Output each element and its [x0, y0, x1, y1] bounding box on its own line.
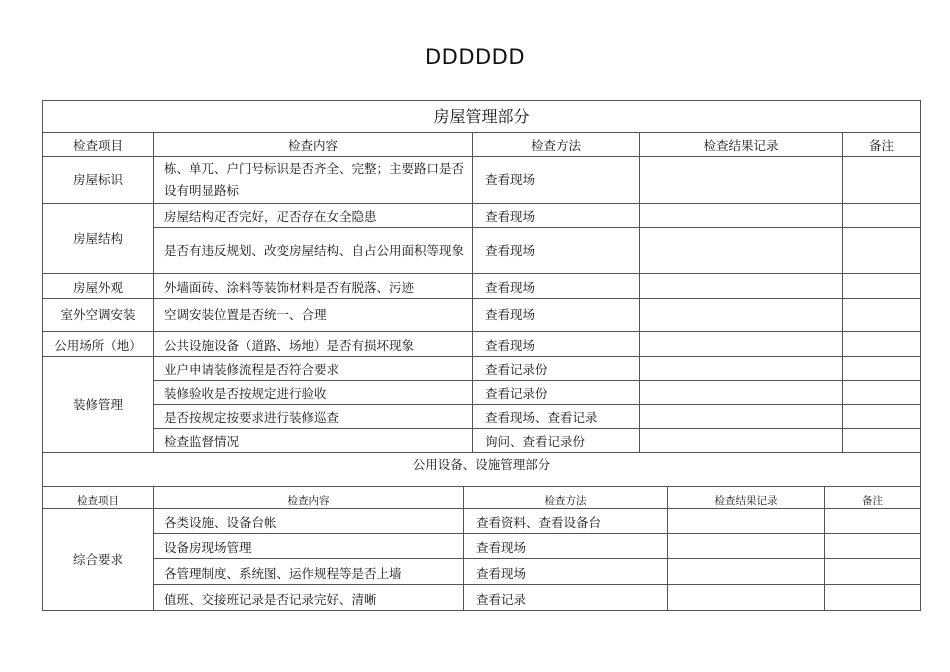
- result-cell[interactable]: [640, 357, 843, 381]
- item-cell: 综合要求: [43, 509, 154, 611]
- method-cell: 查看现场: [464, 559, 668, 585]
- header-content: 检查内容: [154, 133, 473, 157]
- housing-management-table: [42, 100, 921, 453]
- content-cell: 公共设施设备（道路、场地）是否有损坏现象: [154, 332, 473, 357]
- document-title: DDDDDD: [424, 45, 526, 69]
- item-cell: 房屋外观: [43, 274, 154, 299]
- content-cell: 栋、单兀、户门号标识是否齐全、完整；主要路口是否设有明显路标: [154, 157, 473, 204]
- content-cell: 设备房现场管理: [154, 534, 464, 559]
- remark-cell[interactable]: [825, 509, 921, 534]
- result-cell[interactable]: [640, 429, 843, 453]
- table-row: [43, 381, 921, 405]
- content-cell: 检查监督情况: [154, 429, 473, 453]
- method-cell: 查看现场: [473, 332, 640, 357]
- remark-cell[interactable]: [825, 585, 921, 611]
- method-cell: 查看记录份: [473, 381, 640, 405]
- table-row: [43, 509, 921, 534]
- result-cell[interactable]: [640, 157, 843, 204]
- result-cell[interactable]: [640, 405, 843, 429]
- table-row: [43, 559, 921, 585]
- remark-cell[interactable]: [825, 534, 921, 559]
- table-row: [43, 429, 921, 453]
- result-cell[interactable]: [640, 274, 843, 299]
- remark-cell[interactable]: [843, 357, 921, 381]
- remark-cell[interactable]: [843, 332, 921, 357]
- remark-cell[interactable]: [843, 274, 921, 299]
- item-cell: 装修管理: [43, 357, 154, 453]
- content-cell: 各类设施、设备台帐: [154, 509, 464, 534]
- item-cell: 公用场所（地）: [43, 332, 154, 357]
- table-row: [43, 405, 921, 429]
- remark-cell[interactable]: [843, 204, 921, 228]
- method-cell: 查看现场: [464, 534, 668, 559]
- remark-cell[interactable]: [843, 405, 921, 429]
- table-row: [43, 357, 921, 381]
- item-cell: 室外空调安装: [43, 299, 154, 332]
- result-cell[interactable]: [668, 559, 825, 585]
- result-cell[interactable]: [668, 509, 825, 534]
- header-remark: 备注: [825, 487, 921, 509]
- table-row: [43, 157, 921, 204]
- table-row: [43, 204, 921, 228]
- content-cell: 空调安装位置是否统一、合理: [154, 299, 473, 332]
- content-cell: 外墙面砖、涂料等装饰材料是否有脱落、污迹: [154, 274, 473, 299]
- method-cell: 查看记录份: [473, 357, 640, 381]
- remark-cell[interactable]: [843, 228, 921, 274]
- content-cell: 是否有违反规划、改变房屋结构、自占公用面积等现象: [154, 228, 473, 274]
- result-cell[interactable]: [640, 204, 843, 228]
- content-cell: 值班、交接班记录是否记录完好、清晰: [154, 585, 464, 611]
- content-cell: 装修验收是否按规定进行验收: [154, 381, 473, 405]
- header-result: 检查结果记录: [668, 487, 825, 509]
- remark-cell[interactable]: [843, 157, 921, 204]
- facility-management-table: [42, 452, 921, 611]
- section-title: 公用设备、设施管理部分: [43, 453, 921, 487]
- item-cell: 房屋标识: [43, 157, 154, 204]
- content-cell: 房屋结构疋否完好，疋否存在女全隐患: [154, 204, 473, 228]
- table-row: [43, 299, 921, 332]
- content-cell: 各管理制度、系统图、运作规程等是否上墙: [154, 559, 464, 585]
- remark-cell[interactable]: [843, 381, 921, 405]
- table-row: [43, 228, 921, 274]
- method-cell: 查看现场: [473, 228, 640, 274]
- header-content: 检查内容: [154, 487, 464, 509]
- method-cell: 询问、查看记录份: [473, 429, 640, 453]
- table-row: [43, 534, 921, 559]
- header-result: 检查结果记录: [640, 133, 843, 157]
- item-cell: 房屋结构: [43, 204, 154, 274]
- remark-cell[interactable]: [843, 299, 921, 332]
- table-row: [43, 332, 921, 357]
- content-cell: 是否按规定按要求进行装修巡查: [154, 405, 473, 429]
- header-method: 检查方法: [473, 133, 640, 157]
- result-cell[interactable]: [640, 299, 843, 332]
- result-cell[interactable]: [640, 332, 843, 357]
- method-cell: 查看记录: [464, 585, 668, 611]
- result-cell[interactable]: [640, 381, 843, 405]
- table-row: [43, 585, 921, 611]
- header-item: 检查项目: [43, 487, 154, 509]
- result-cell[interactable]: [668, 534, 825, 559]
- content-cell: 业户申请装修流程是否符合要求: [154, 357, 473, 381]
- method-cell: 查看现场、查看记录: [473, 405, 640, 429]
- section-title: 房屋管理部分: [43, 101, 921, 133]
- header-remark: 备注: [843, 133, 921, 157]
- method-cell: 查看现场: [473, 204, 640, 228]
- method-cell: 查看现场: [473, 299, 640, 332]
- method-cell: 查看现场: [473, 274, 640, 299]
- method-cell: 查看资料、查看设备台: [464, 509, 668, 534]
- remark-cell[interactable]: [825, 559, 921, 585]
- result-cell[interactable]: [668, 585, 825, 611]
- table-row: [43, 274, 921, 299]
- header-item: 检查项目: [43, 133, 154, 157]
- header-method: 检查方法: [464, 487, 668, 509]
- result-cell[interactable]: [640, 228, 843, 274]
- method-cell: 查看现场: [473, 157, 640, 204]
- remark-cell[interactable]: [843, 429, 921, 453]
